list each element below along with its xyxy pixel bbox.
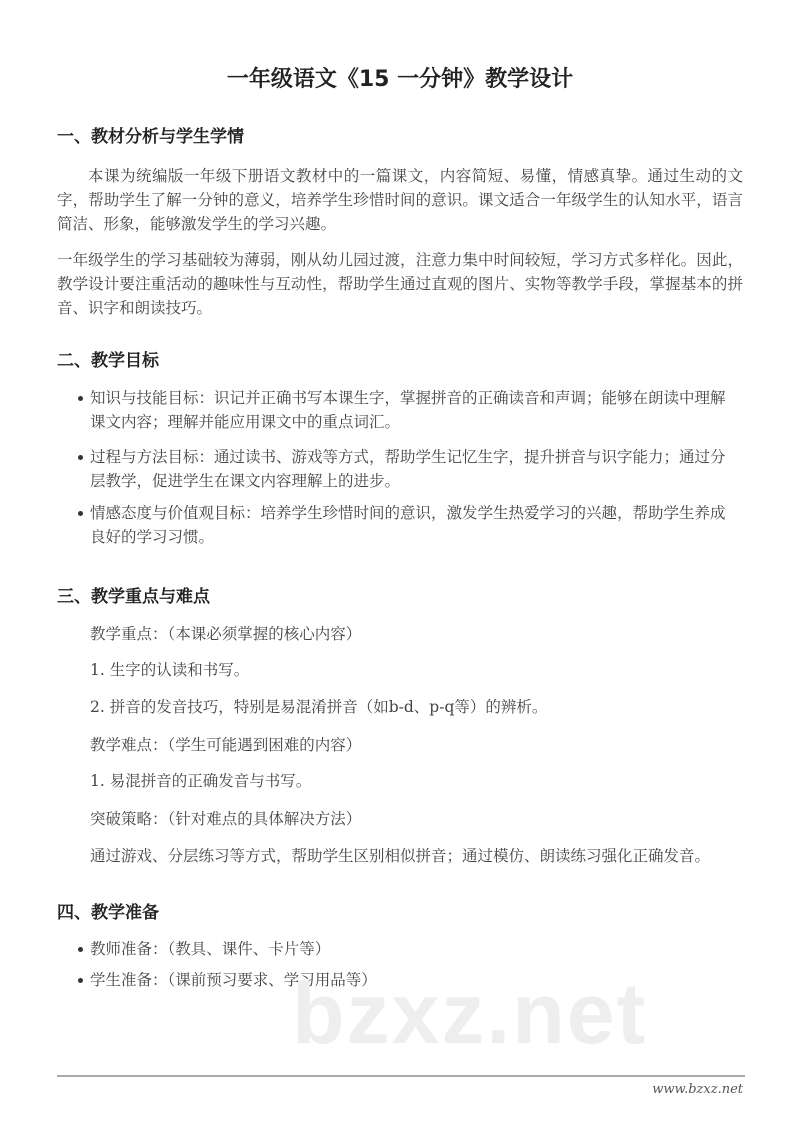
bullet-teacher-prep: 教师准备：（教具、课件、卡片等） [90,937,740,961]
line-difficulty-label: 教学难点：（学生可能遇到困难的内容） [90,736,362,754]
bullet-knowledge-goal: 知识与技能目标：识记并正确书写本课生字，掌握拼音的正确读音和声调；能够在朗读中理解课文内容；理解并能应用课文中的重点词汇。 [90,386,740,434]
section-heading-analysis: 一、教材分析与学生学情 [57,127,244,147]
footer-divider [57,1075,745,1077]
footer-url: www.bzxz.net [652,1082,743,1097]
section-heading-preparation: 四、教学准备 [57,903,159,923]
document-title: 一年级语文《15 一分钟》教学设计 [226,67,574,92]
paragraph-student-analysis: 一年级学生的学习基础较为薄弱，刚从幼儿园过渡，注意力集中时间较短，学习方式多样化。因此，教学设计要注重活动的趣味性与互动性，帮助学生通过直观的图片、实物等教学手段，掌握基本的拼音、识字和朗读技巧。 [57,251,743,317]
bullet-process-goal: 过程与方法目标：通过读书、游戏等方式，帮助学生记忆生字，提升拼音与识字能力；通过分层教学，促进学生在课文内容理解上的进步。 [90,445,740,493]
bullet-student-prep: 学生准备：（课前预习要求、学习用品等） [90,968,740,992]
line-difficulty-1: 1. 易混拼音的正确发音与书写。 [90,772,312,790]
line-key-point-1: 1. 生字的认读和书写。 [90,661,250,679]
line-strategy-label: 突破策略：（针对难点的具体解决方法） [90,810,362,828]
paragraph-textbook-analysis: 本课为统编版一年级下册语文教材中的一篇课文，内容简短、易懂，情感真挚。通过生动的文字，帮助学生了解一分钟的意义，培养学生珍惜时间的意识。课文适合一年级学生的认知水平，语言简洁、形象，能够激发学生的学习兴趣。 [57,167,743,233]
section-heading-key-points: 三、教学重点与难点 [57,587,210,607]
line-key-point-label: 教学重点：（本课必须掌握的核心内容） [90,625,362,643]
line-key-point-2: 2. 拼音的发音技巧，特别是易混淆拼音（如b-d、p-q等）的辨析。 [90,698,548,716]
watermark: bzxz.net [292,966,648,1062]
line-strategy-text: 通过游戏、分层练习等方式，帮助学生区别相似拼音；通过模仿、朗读练习强化正确发音。 [90,847,711,865]
bullet-emotion-goal: 情感态度与价值观目标：培养学生珍惜时间的意识，激发学生热爱学习的兴趣，帮助学生养成良好的学习习惯。 [90,501,740,549]
section-heading-goals: 二、教学目标 [57,351,159,371]
